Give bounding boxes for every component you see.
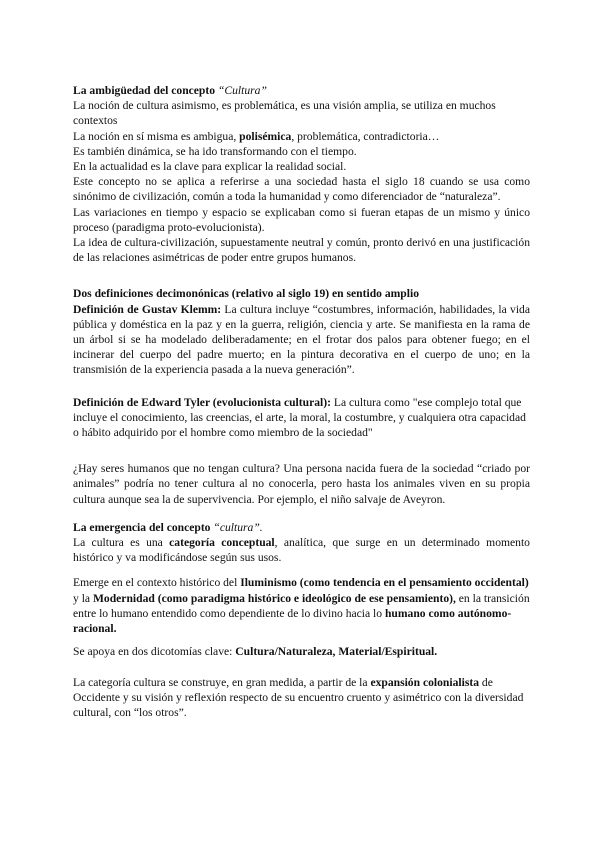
section-heading-definiciones: Dos definiciones decimonónicas (relativo al siglo 19) en sentido amplio <box>73 287 419 301</box>
paragraph: La noción de cultura asimismo, es problemática, es una visión amplia, se utiliza en muchos contextos <box>73 99 496 128</box>
paragraph: La noción en sí misma es ambigua, polisémica, problemática, contradictoria… <box>73 129 440 143</box>
paragraph: Emerge en el contexto histórico del Iluminismo (como tendencia en el pensamiento occidental) y la Modernidad (como paradigma histórico e ideológico de ese pensamiento), en la transición entre lo humano entendido como dependiente de lo divino hacia lo humano como autónomo-racional. <box>73 576 530 636</box>
klemm-definition: Definición de Gustav Klemm: La cultura incluye “costumbres, información, habilidades, la vida pública y doméstica en la paz y en la guerra, religión, ciencia y arte. Se manifiesta en la rama de un árbol si se ha modelado deliberadamente; en el frotar dos palos para obtener fuego; en el incinerar del cuerpo del padre muerto; en la pintura decorativa en el cuerpo de uno; en la transmisión de la experiencia pasada a la nueva generación”. <box>73 302 530 377</box>
section-heading-ambiguedad: La ambigüedad del concepto “Cultura” <box>73 84 267 97</box>
question-paragraph: ¿Hay seres humanos que no tengan cultura? Una persona nacida fuera de la sociedad “criado por animales” podría no tener cultura al no conocerla, pero hasta los animales viven en su propia cultura aunque sea la de supervivencia. Por ejemplo, el niño salvaje de Aveyron. <box>73 462 530 506</box>
paragraph: Se apoya en dos dicotomías clave: Cultura/Naturaleza, Material/Espiritual. <box>73 645 438 659</box>
paragraph: La cultura es una categoría conceptual, analítica, que surge en un determinado momento histórico y va modificándose según sus usos. <box>73 536 530 565</box>
heading-emphasis: “Cultura” <box>217 84 267 97</box>
paragraph: Las variaciones en tiempo y espacio se explicaban como si fueran etapas de un mismo y único proceso (paradigma proto-evolucionista). <box>73 205 530 234</box>
paragraph: La categoría cultura se construye, en gran medida, a partir de la expansión colonialista de Occidente y su visión y reflexión respecto de su encuentro cruento y asimétrico con la diversidad cultural, con “los otros”. <box>73 675 524 719</box>
paragraph: Es también dinámica, se ha ido transformando con el tiempo. <box>73 144 357 158</box>
paragraph: Este concepto no se aplica a referirse a una sociedad hasta el siglo 18 cuando se usa como sinónimo de civilización, común a toda la humanidad y como diferenciador de “naturaleza”. <box>73 175 530 204</box>
paragraph: La idea de cultura-civilización, supuestamente neutral y común, pronto derivó en una justificación de las relaciones asimétricas de poder entre grupos humanos. <box>73 236 530 265</box>
paragraph: En la actualidad es la clave para explicar la realidad social. <box>73 160 347 174</box>
tyler-definition: Definición de Edward Tyler (evolucionista cultural): La cultura como "ese complejo total que incluye el conocimiento, las creencias, el arte, la moral, la costumbre, y cualquiera otra capacidad o hábito adquirido por el hombre como miembro de la sociedad" <box>73 395 526 440</box>
heading-emphasis: “cultura”. <box>213 520 263 534</box>
section-heading-emergencia: La emergencia del concepto “cultura”. <box>73 520 263 534</box>
